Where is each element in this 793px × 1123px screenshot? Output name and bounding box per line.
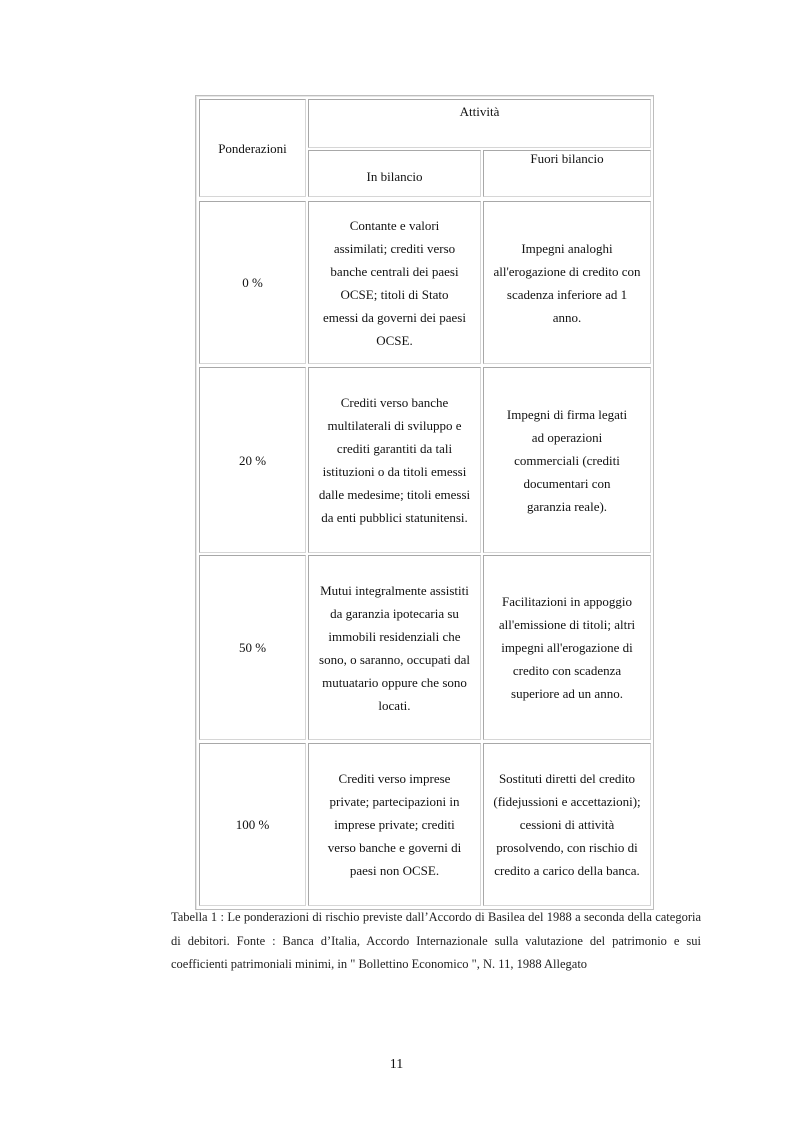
row-weight: 50 % — [238, 640, 267, 655]
row-in-bilancio: Crediti verso imprese private; partecipazioni in imprese private; crediti verso banche e governi di paesi non OCSE. — [327, 771, 462, 878]
row-in-bilancio-cell — [308, 201, 481, 364]
row-fuori-bilancio: Facilitazioni in appoggio all'emissione di titoli; altri impegni all'erogazione di credito con scadenza superiore ad un anno. — [498, 594, 636, 701]
row-weight: 100 % — [235, 817, 270, 832]
row-fuori-bilancio-cell — [483, 743, 651, 906]
row-weight-cell — [199, 367, 306, 553]
row-weight: 20 % — [238, 452, 267, 468]
row-weight-cell — [199, 555, 306, 740]
header-ponderazioni-cell — [199, 99, 306, 197]
row-fuori-bilancio: Impegni analoghi all'erogazione di credito con scadenza inferiore ad 1 anno. — [493, 240, 641, 325]
page-number: 11 — [389, 1057, 404, 1072]
header-ponderazioni: Ponderazioni — [218, 140, 287, 156]
row-fuori-bilancio: Impegni di firma legati ad operazioni commerciali (crediti documentari con garanzia reale). — [506, 406, 628, 514]
row-fuori-bilancio-cell — [483, 555, 651, 740]
row-in-bilancio-cell — [308, 367, 481, 553]
row-in-bilancio-cell — [308, 743, 481, 906]
row-in-bilancio-cell — [308, 555, 481, 740]
row-weight-cell — [199, 743, 306, 906]
header-attivita: Attività — [459, 104, 500, 119]
row-weight-cell — [199, 201, 306, 364]
header-in-bilancio: In bilancio — [366, 169, 423, 184]
row-in-bilancio: Mutui integralmente assistiti da garanzia ipotecaria su immobili residenziali che sono, o saranno, occupati dal mutuatario oppure che sono locati. — [319, 582, 470, 713]
row-fuori-bilancio: Sostituti diretti del credito (fidejussioni e accettazioni); cessioni di attività prosolvendo, con rischio di credito a carico della banca. — [493, 771, 641, 878]
row-weight: 0 % — [242, 275, 263, 290]
row-fuori-bilancio-cell — [483, 367, 651, 553]
header-in-bilancio-cell — [308, 150, 481, 197]
row-in-bilancio: Contante e valori assimilati; crediti verso banche centrali dei paesi OCSE; titoli di Stato emessi da governi dei paesi OCSE. — [323, 217, 466, 348]
header-fuori-bilancio-cell — [483, 150, 651, 197]
table-caption: Tabella 1 : Le ponderazioni di rischio previste dall’Accordo di Basilea del 1988 a seconda della categoria di debitori. Fonte : Banca d’Italia, Accordo Internazionale sulla valutazione del patrimonio e sui coefficienti patrimoniali minimi, in " Bollettino Economico ", N. 11, 1988 Allegato — [171, 910, 701, 971]
header-fuori-bilancio: Fuori bilancio — [530, 151, 604, 166]
row-in-bilancio: Crediti verso banche multilaterali di sviluppo e crediti garantiti da tali istituzioni o da titoli emessi dalle medesime; titoli emessi da enti pubblici statunitensi. — [318, 395, 471, 525]
row-fuori-bilancio-cell — [483, 201, 651, 364]
header-attivita-cell — [308, 99, 651, 148]
